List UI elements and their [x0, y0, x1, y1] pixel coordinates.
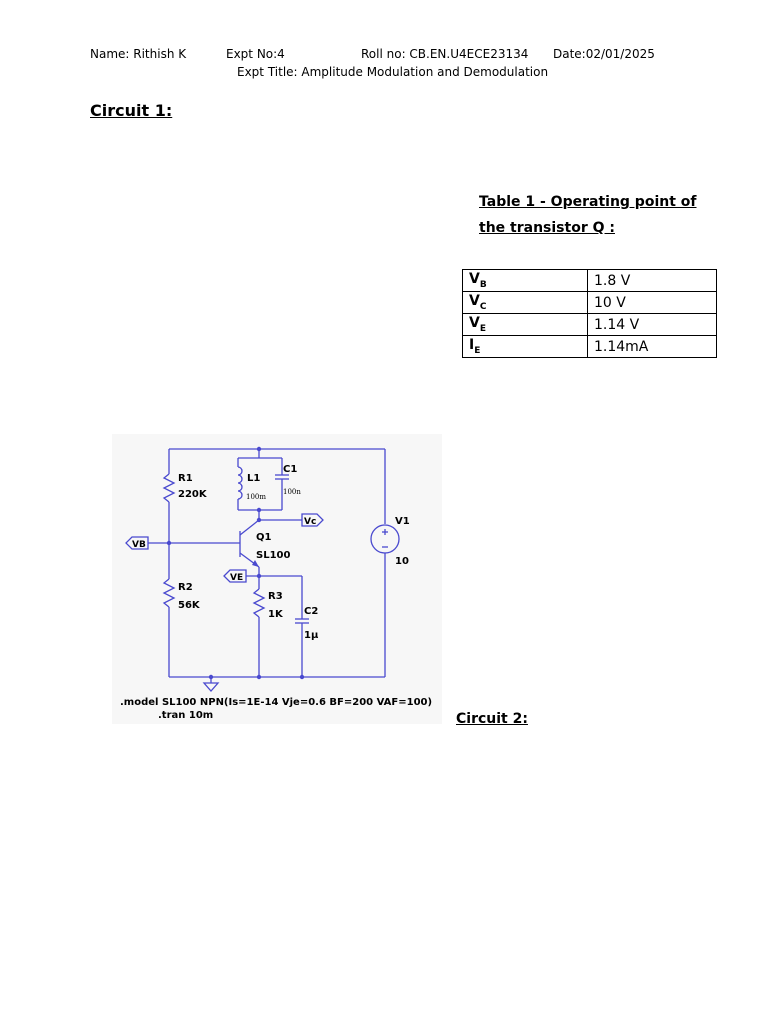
value-cell: 1.14 V	[588, 314, 717, 336]
v1-name: V1	[395, 516, 410, 527]
value-cell: 1.8 V	[588, 270, 717, 292]
model-directive: .model SL100 NPN(Is=1E-14 Vje=0.6 BF=200 VAF=100)	[120, 697, 433, 708]
q1-name: Q1	[256, 532, 272, 543]
table-title: Table 1 - Operating point of the transistor Q :	[479, 194, 697, 236]
table-row	[463, 292, 717, 314]
value-cell: 10 V	[588, 292, 717, 314]
student-name: Name: Rithish K	[90, 47, 187, 61]
symbol-cell: $V_C$	[463, 292, 588, 314]
experiment-date: Date:02/01/2025	[553, 47, 655, 61]
c1-value: 100n	[283, 488, 301, 496]
c1-name: C1	[283, 464, 298, 475]
symbol-cell: $I_E$	[463, 336, 588, 358]
c2-name: C2	[304, 606, 319, 617]
circuit-1-heading: Circuit 1:	[90, 101, 173, 120]
r3-name: R3	[268, 591, 283, 602]
value-cell: 1.14mA	[588, 336, 717, 358]
vc-label: Vc	[304, 517, 317, 527]
table-row	[463, 270, 717, 292]
r3-value: 1K	[268, 609, 283, 620]
operating-point-table	[462, 269, 717, 358]
table-row	[463, 336, 717, 358]
l1-value: 100m	[246, 493, 266, 501]
l1-name: L1	[247, 473, 261, 484]
ve-label: VE	[230, 573, 244, 583]
roll-number: Roll no: CB.EN.U4ECE23134	[361, 47, 529, 61]
tran-directive: .tran 10m	[158, 710, 214, 721]
vb-label: VB	[132, 540, 146, 550]
r1-name: R1	[178, 473, 193, 484]
r2-name: R2	[178, 582, 193, 593]
table-row	[463, 314, 717, 336]
r2-value: 56K	[178, 600, 200, 611]
circuit-2-heading: Circuit 2:	[456, 711, 528, 727]
c2-value: 1µ	[304, 630, 319, 641]
symbol-cell: $V_E$	[463, 314, 588, 336]
v1-value: 10	[395, 556, 409, 567]
q1-model: SL100	[256, 550, 291, 561]
experiment-number: Expt No:4	[226, 47, 285, 61]
symbol-cell: $V_B$	[463, 270, 588, 292]
circuit-schematic	[112, 434, 442, 724]
r1-value: 220K	[178, 489, 207, 500]
experiment-title: Expt Title: Amplitude Modulation and Demodulation	[237, 65, 549, 79]
